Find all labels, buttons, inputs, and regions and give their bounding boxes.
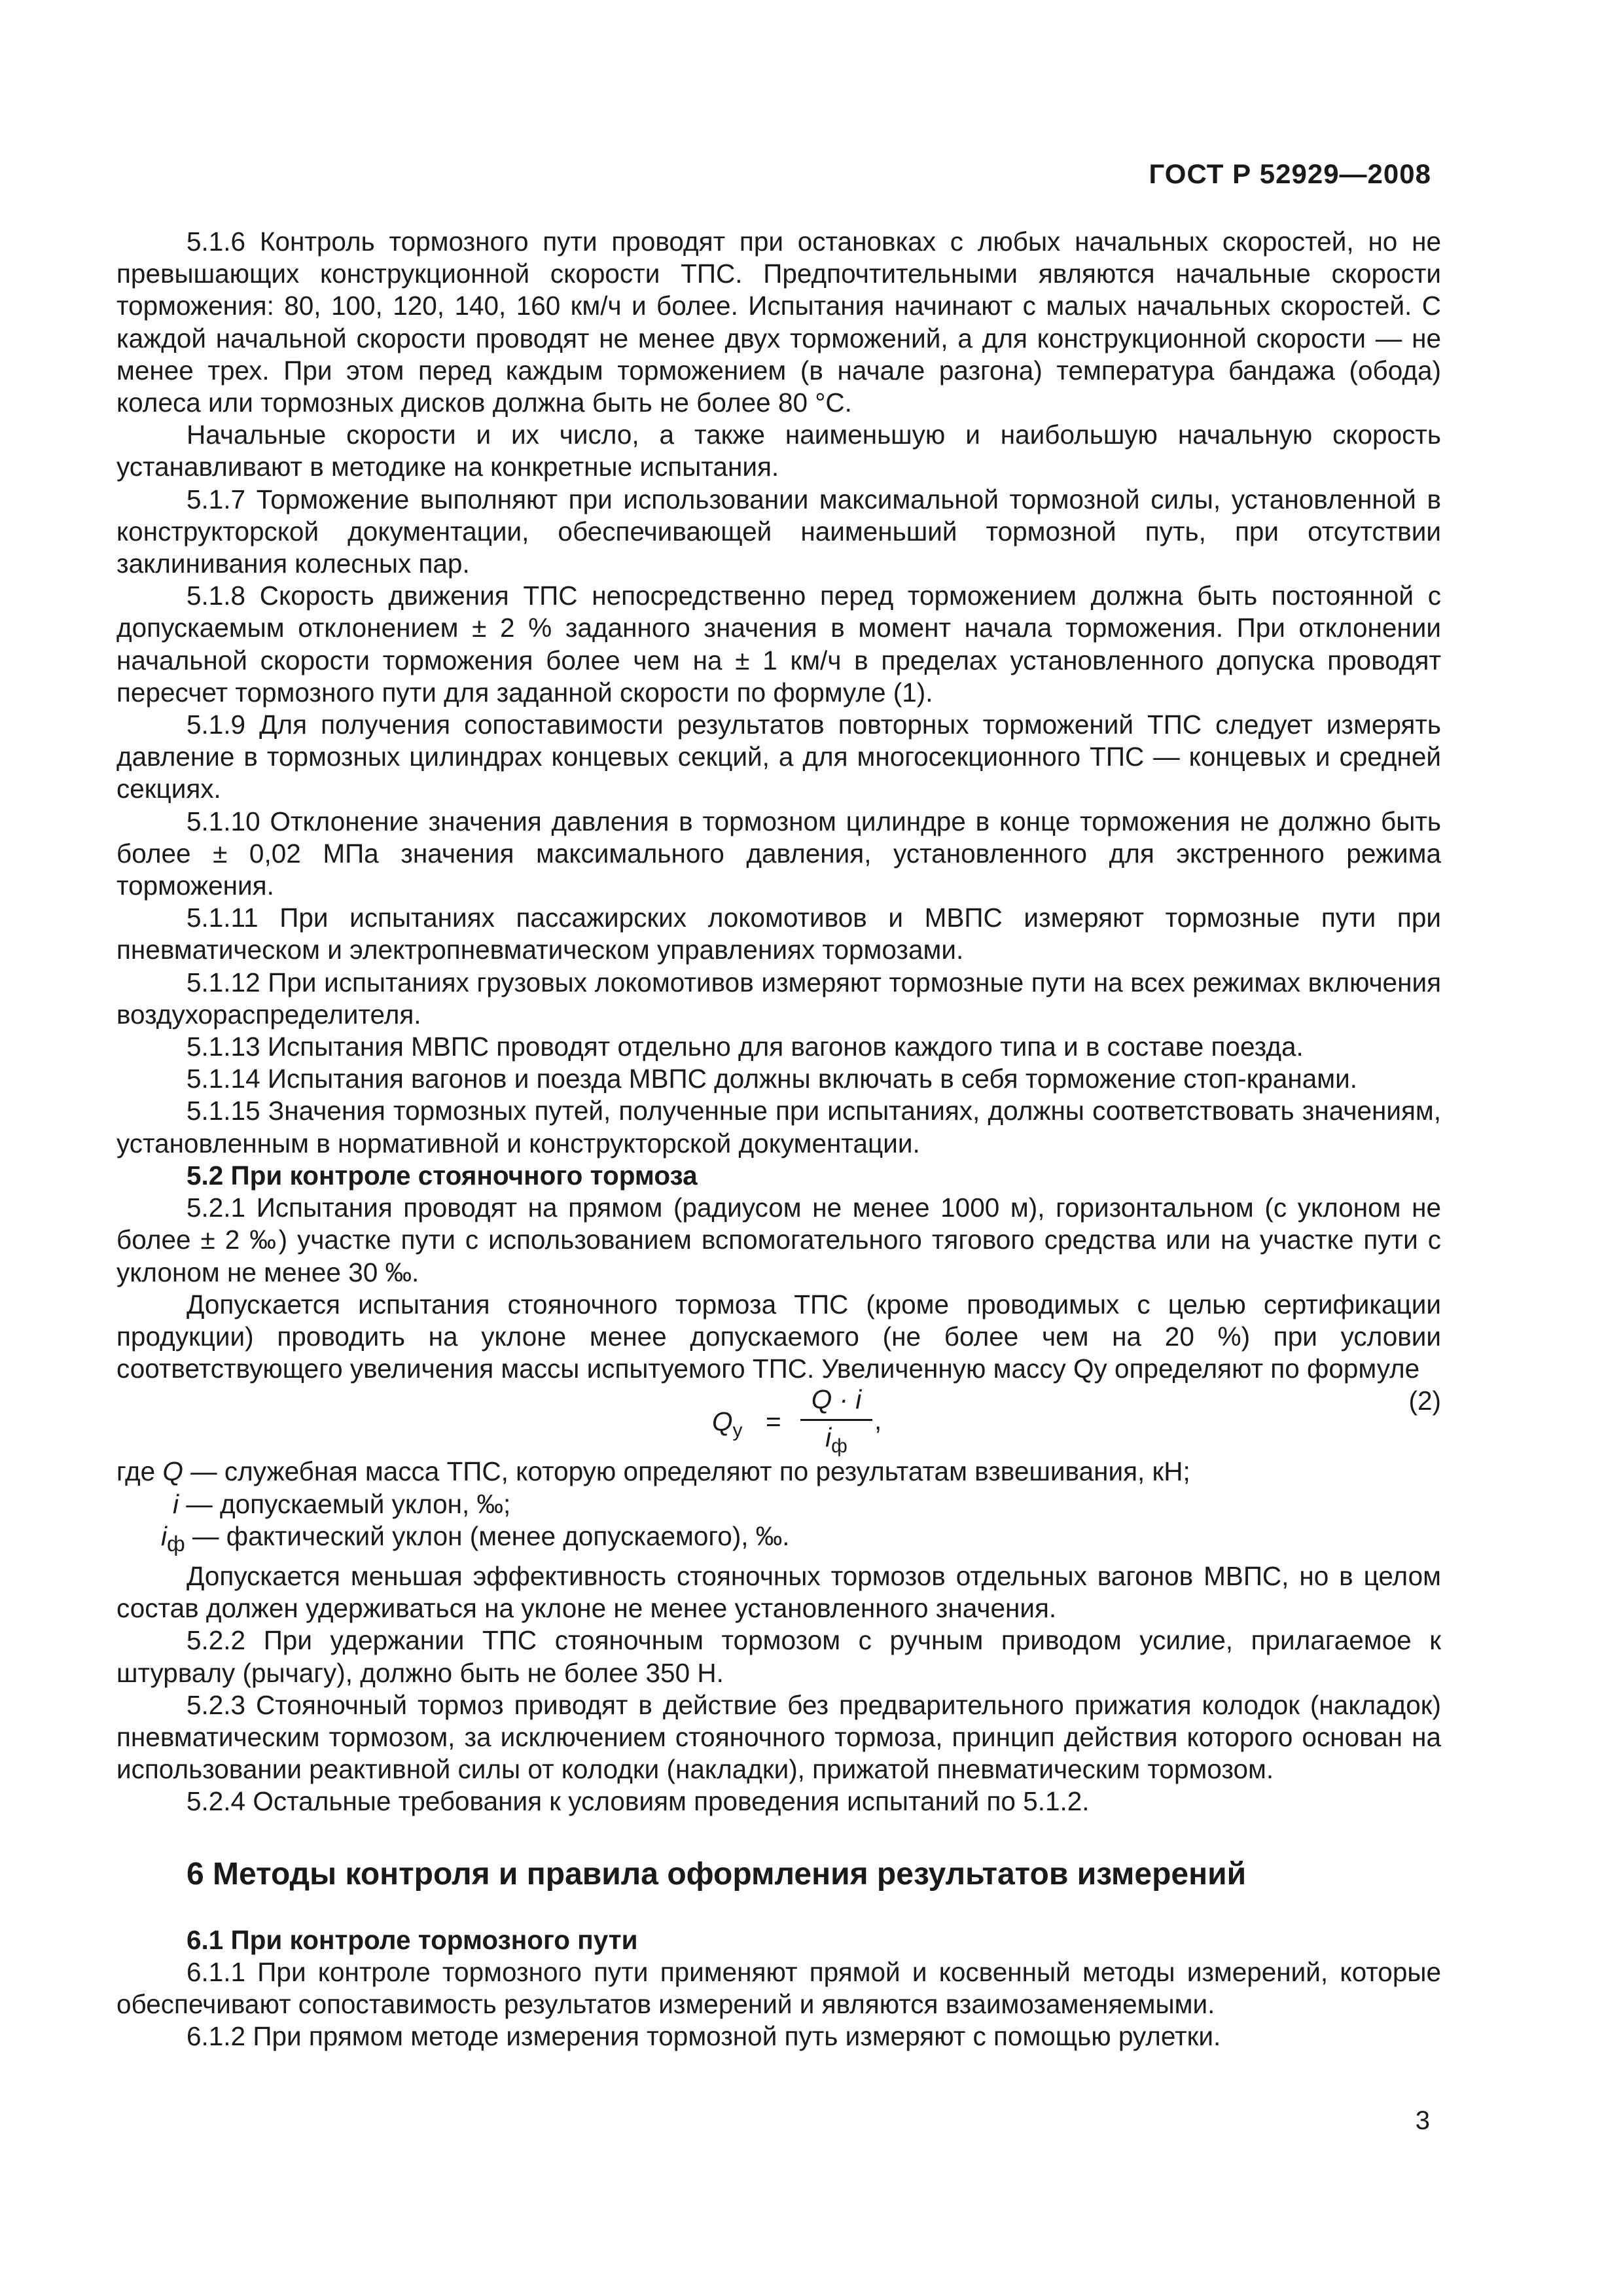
legend-row-i: i — допускаемый уклон, ‰; [173, 1488, 511, 1519]
paragraph-5-1-6-cont: Начальные скорости и их число, а также наименьшую и наибольшую начальную скорость устанавливают в методике на конкретные испытания. [116, 420, 1441, 482]
legend-row-q: где Q — служебная масса ТПС, которую определяют по результатам взвешивания, кН; [116, 1456, 1190, 1487]
paragraph-5-2-2: 5.2.2 При удержании ТПС стояночным тормозом с ручным приводом усилие, прилагаемое к штурвалу (рычагу), должно быть не более 350 Н. [116, 1625, 1441, 1688]
subsection-heading-5-2: 5.2 При контроле стояночного тормоза [187, 1160, 698, 1191]
section-heading-6: 6 Методы контроля и правила оформления результатов измерений [187, 1856, 1247, 1892]
legend-row-if: $i_ф$ — фактический уклон (менее допускаемого), ‰. [161, 1520, 790, 1556]
paragraph-6-1-1: 6.1.1 При контроле тормозного пути применяют прямой и косвенный методы измерений, которые обеспечивают сопоставимость результатов измерений и являются взаимозаменяемыми. [116, 1956, 1441, 2020]
formula-legend [116, 1456, 1441, 1560]
document-header-code: ГОСТ Р 52929—2008 [1149, 158, 1431, 189]
paragraph-5-1-12: 5.1.12 При испытаниях грузовых локомотивов измеряют тормозные пути на всех режимах включения воздухораспределителя. [116, 967, 1441, 1030]
paragraph-5-1-8: 5.1.8 Скорость движения ТПС непосредственно перед торможением должна быть постоянной с допускаемым отклонением ± 2 % заданного значения в момент начала торможения. При отклонении начальной скорости торможения более чем на ± 1 км/ч в пределах установленного допуска проводят пересчет тормозного пути для заданной скорости по формуле (1). [116, 581, 1441, 708]
paragraph-5-1-14: 5.1.14 Испытания вагонов и поезда МВПС должны включать в себя торможение стоп-кранами. [187, 1064, 1357, 1094]
formula-numerator: Q · i [811, 1384, 862, 1415]
formula-fraction-bar [800, 1419, 872, 1421]
paragraph-5-2-1: 5.2.1 Испытания проводят на прямом (радиусом не менее 1000 м), горизонтальном (с уклоном не более ± 2 ‰) участке пути с использованием вспомогательного тягового средства или на участке пути с уклоном не менее 30 ‰. [116, 1193, 1441, 1287]
paragraph-6-1-2: 6.1.2 При прямом методе измерения тормозной путь измеряют с помощью рулетки. [187, 2021, 1221, 2052]
paragraph-5-2-1-note: Допускается меньшая эффективность стояночных тормозов отдельных вагонов МВПС, но в целом состав должен удерживаться на уклоне не менее установленного значения. [116, 1561, 1441, 1624]
paragraph-5-1-15: 5.1.15 Значения тормозных путей, полученные при испытаниях, должны соответствовать значениям, установленным в нормативной и конструкторской документации. [116, 1096, 1441, 1158]
formula-2 [116, 1385, 1441, 1456]
paragraph-5-1-9: 5.1.9 Для получения сопоставимости результатов повторных торможений ТПС следует измерять давление в тормозных цилиндрах концевых секций, а для многосекционного ТПС — концевых и средней секциях. [116, 709, 1441, 804]
subsection-heading-6-1: 6.1 При контроле тормозного пути [187, 1924, 638, 1955]
paragraph-5-1-7: 5.1.7 Торможение выполняют при использовании максимальной тормозной силы, установленной в конструкторской документации, обеспечивающей наименьший тормозной путь, при отсутствии заклинивания колесных пар. [116, 484, 1441, 579]
formula-comma: , [874, 1405, 882, 1436]
formula-lhs: $Q_у$ [712, 1407, 743, 1442]
paragraph-5-2-4: 5.2.4 Остальные требования к условиям проведения испытаний по 5.1.2. [187, 1786, 1090, 1817]
paragraph-5-1-10: 5.1.10 Отклонение значения давления в тормозном цилиндре в конце торможения не должно быть более ± 0,02 МПа значения максимального давления, установленного для экстренного режима торможения. [116, 806, 1441, 901]
paragraph-5-1-13: 5.1.13 Испытания МВПС проводят отдельно для вагонов каждого типа и в составе поезда. [187, 1031, 1304, 1062]
formula-equals: = [766, 1407, 781, 1437]
page-number: 3 [1415, 2106, 1430, 2135]
document-body [116, 226, 1441, 2053]
formula-number: (2) [1408, 1386, 1441, 1416]
formula-denominator: $i_ф$ [825, 1422, 847, 1458]
paragraph-5-2-3: 5.2.3 Стояночный тормоз приводят в действие без предварительного прижатия колодок (накладок) пневматическим тормозом, за исключением стояночного тормоза, принцип действия которого основан на использовании реактивной силы от колодки (накладки), прижатой пневматическим тормозом. [116, 1689, 1441, 1785]
paragraph-5-1-6: 5.1.6 Контроль тормозного пути проводят при остановках с любых начальных скоростей, но не превышающих конструкционной скорости ТПС. Предпочтительными являются начальные скорости торможения: 80, 100, 120, 140, 160 км/ч и более. Испытания начинают с малых начальных скоростей. С каждой начальной скорости проводят не менее двух торможений, а для конструкционной скорости — не менее трех. При этом перед каждым торможением (в начале разгона) температура бандажа (обода) колеса или тормозных дисков должна быть не более 80 °С. [116, 226, 1441, 418]
paragraph-5-1-11: 5.1.11 При испытаниях пассажирских локомотивов и МВПС измеряют тормозные пути при пневматическом и электропневматическом управлениях тормозами. [116, 903, 1441, 965]
paragraph-5-2-1-cont: Допускается испытания стояночного тормоза ТПС (кроме проводимых с целью сертификации продукции) проводить на уклоне менее допускаемого (не более чем на 20 %) при условии соответствующего увеличения массы испытуемого ТПС. Увеличенную массу Qу определяют по формуле [116, 1289, 1441, 1384]
